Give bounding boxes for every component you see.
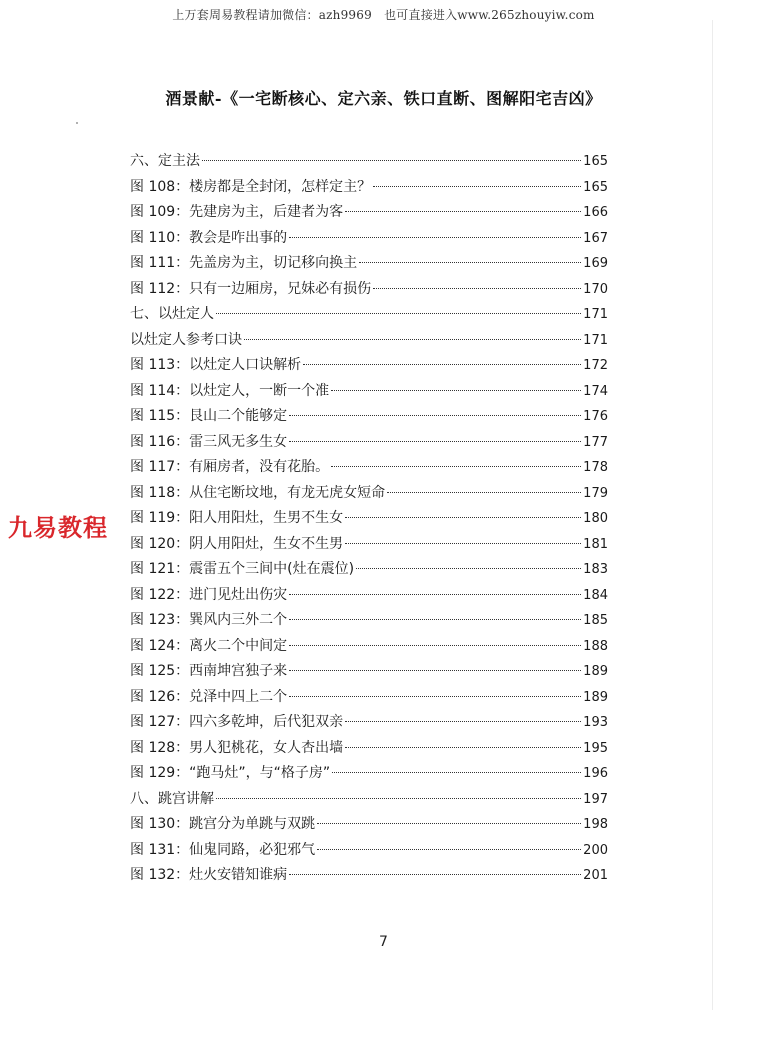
toc-entry-page: 166 [583,205,608,220]
toc-entry [130,609,608,635]
toc-entry-page: 171 [583,307,608,322]
toc-dot-leader [331,389,581,391]
toc-entry [130,635,608,661]
toc-entry-title: 图 123：巽风内三外二个 [130,612,288,628]
page-header-ad: 上万套周易教程请加微信：azh9969 也可直接进入www.265zhouyiw.com [172,8,595,22]
toc-dot-leader [303,363,581,365]
table-of-contents [130,150,608,890]
toc-entry-title: 图 131：仙鬼同路，必犯邪气 [130,841,316,858]
toc-dot-leader [373,287,581,289]
toc-entry [130,278,608,304]
toc-dot-leader [289,440,581,442]
toc-entry [130,813,608,839]
toc-entry-page: 165 [583,154,608,169]
toc-entry-page: 196 [583,766,608,781]
toc-entry-page: 183 [583,562,608,577]
toc-entry-title: 图 108：楼房都是全封闭，怎样定主？ [130,178,372,195]
toc-dot-leader [387,491,581,493]
toc-entry [130,227,608,253]
toc-entry-page: 179 [583,485,608,501]
toc-entry-title: 图 121：震雷五个三间中(灶在震位) [130,561,355,577]
toc-entry-title: 图 115：艮山二个能够定 [130,408,288,424]
toc-entry-page: 184 [583,587,608,603]
toc-entry-page: 167 [583,230,608,246]
toc-entry-page: 193 [583,715,608,730]
toc-entry [130,737,608,763]
toc-entry [130,354,608,380]
toc-dot-leader [289,695,581,697]
toc-entry-title: 图 125：西南坤宫独子来 [130,663,288,679]
toc-dot-leader [345,210,581,212]
page-number: 7 [379,934,388,950]
toc-entry [130,762,608,788]
document-title: 酒景献-《一宅断核心、定六亲、铁口直断、图解阳宅吉凶》 [165,89,602,108]
toc-dot-leader [317,822,581,824]
toc-dot-leader [244,338,581,340]
toc-entry-page: 180 [583,511,608,526]
toc-entry [130,660,608,686]
toc-dot-leader [359,261,581,263]
toc-dot-leader [332,771,581,773]
toc-entry-page: 198 [583,817,608,832]
toc-entry-title: 图 117：有厢房者，没有花胎。 [130,459,330,475]
toc-entry-page: 165 [583,179,608,195]
toc-entry [130,176,608,202]
toc-entry-title: 图 120：阴人用阳灶，生女不生男 [130,535,344,552]
toc-entry [130,252,608,278]
toc-dot-leader [289,236,581,238]
toc-entry-page: 195 [583,740,608,756]
toc-entry-title: 图 113：以灶定人口诀解析 [130,357,302,373]
toc-dot-leader [289,873,581,875]
toc-dot-leader [289,669,581,671]
toc-entry-page: 178 [583,460,608,475]
watermark-logo: 九易教程 [8,508,110,543]
toc-entry-title: 图 111：先盖房为主，切记移向换主 [130,255,358,271]
toc-dot-leader [345,516,581,518]
toc-entry [130,711,608,737]
toc-dot-leader [216,312,581,314]
toc-entry-title: 图 126：兑泽中四上二个 [130,688,288,705]
toc-entry-title: 图 118：从住宅断坟地，有龙无虎女短命 [130,484,386,501]
toc-entry-title: 图 132：灶火安错知谁病 [130,867,288,883]
toc-entry-title: 图 119：阳人用阳灶，生男不生女 [130,510,344,526]
toc-entry [130,584,608,610]
toc-entry [130,329,608,355]
toc-entry-title: 图 114：以灶定人，一断一个准 [130,382,330,399]
toc-entry [130,482,608,508]
toc-entry [130,558,608,584]
toc-dot-leader [289,618,581,620]
toc-dot-leader [216,797,581,799]
toc-entry [130,201,608,227]
toc-entry-page: 177 [583,434,608,450]
toc-entry [130,788,608,814]
toc-dot-leader [373,185,581,187]
toc-entry-title: 图 109：先建房为主，后建者为客 [130,204,344,220]
toc-entry [130,303,608,329]
toc-entry [130,380,608,406]
toc-entry-page: 201 [583,868,608,883]
toc-entry-page: 169 [583,256,608,271]
toc-entry-page: 188 [583,638,608,654]
toc-entry [130,533,608,559]
toc-entry-page: 189 [583,689,608,705]
toc-entry-title: 图 130：跳宫分为单跳与双跳 [130,816,316,832]
toc-entry-title: 图 128：男人犯桃花，女人杏出墙 [130,739,344,756]
toc-dot-leader [345,746,581,748]
toc-dot-leader [289,593,581,595]
toc-entry-page: 172 [583,358,608,373]
toc-dot-leader [356,567,581,569]
toc-entry [130,839,608,865]
toc-entry-page: 171 [583,332,608,348]
toc-entry-title: 图 129：“跑马灶”，与“格子房” [130,765,331,781]
toc-dot-leader [345,542,581,544]
toc-entry-title: 图 112：只有一边厢房，兄妹必有损伤 [130,280,372,297]
toc-dot-leader [289,414,581,416]
toc-dot-leader [331,465,581,467]
scan-speck [76,122,78,124]
toc-entry-page: 197 [583,791,608,807]
toc-dot-leader [345,720,581,722]
toc-entry-page: 170 [583,281,608,297]
toc-entry-title: 图 127：四六多乾坤，后代犯双亲 [130,714,344,730]
toc-entry-title: 图 122：进门见灶出伤灾 [130,586,288,603]
toc-entry [130,431,608,457]
toc-entry-page: 174 [583,383,608,399]
toc-entry-title: 图 110：教会是咋出事的 [130,229,288,246]
toc-entry [130,405,608,431]
toc-entry-title: 以灶定人参考口诀 [130,331,242,348]
toc-entry-title: 八、跳宫讲解 [130,790,214,807]
toc-entry-page: 189 [583,664,608,679]
toc-dot-leader [202,159,581,161]
toc-entry-page: 181 [583,536,608,552]
toc-dot-leader [289,644,581,646]
toc-entry-page: 176 [583,409,608,424]
toc-entry-title: 图 124：离火二个中间定 [130,637,288,654]
toc-entry [130,507,608,533]
toc-dot-leader [317,848,581,850]
toc-entry [130,686,608,712]
toc-entry-page: 185 [583,613,608,628]
toc-entry-page: 200 [583,842,608,858]
toc-entry [130,150,608,176]
toc-entry-title: 七、以灶定人 [130,306,214,322]
scan-edge-line [712,20,713,1010]
toc-entry-title: 图 116：雷三风无多生女 [130,433,288,450]
toc-entry [130,864,608,890]
toc-entry [130,456,608,482]
toc-entry-title: 六、定主法 [130,153,200,169]
